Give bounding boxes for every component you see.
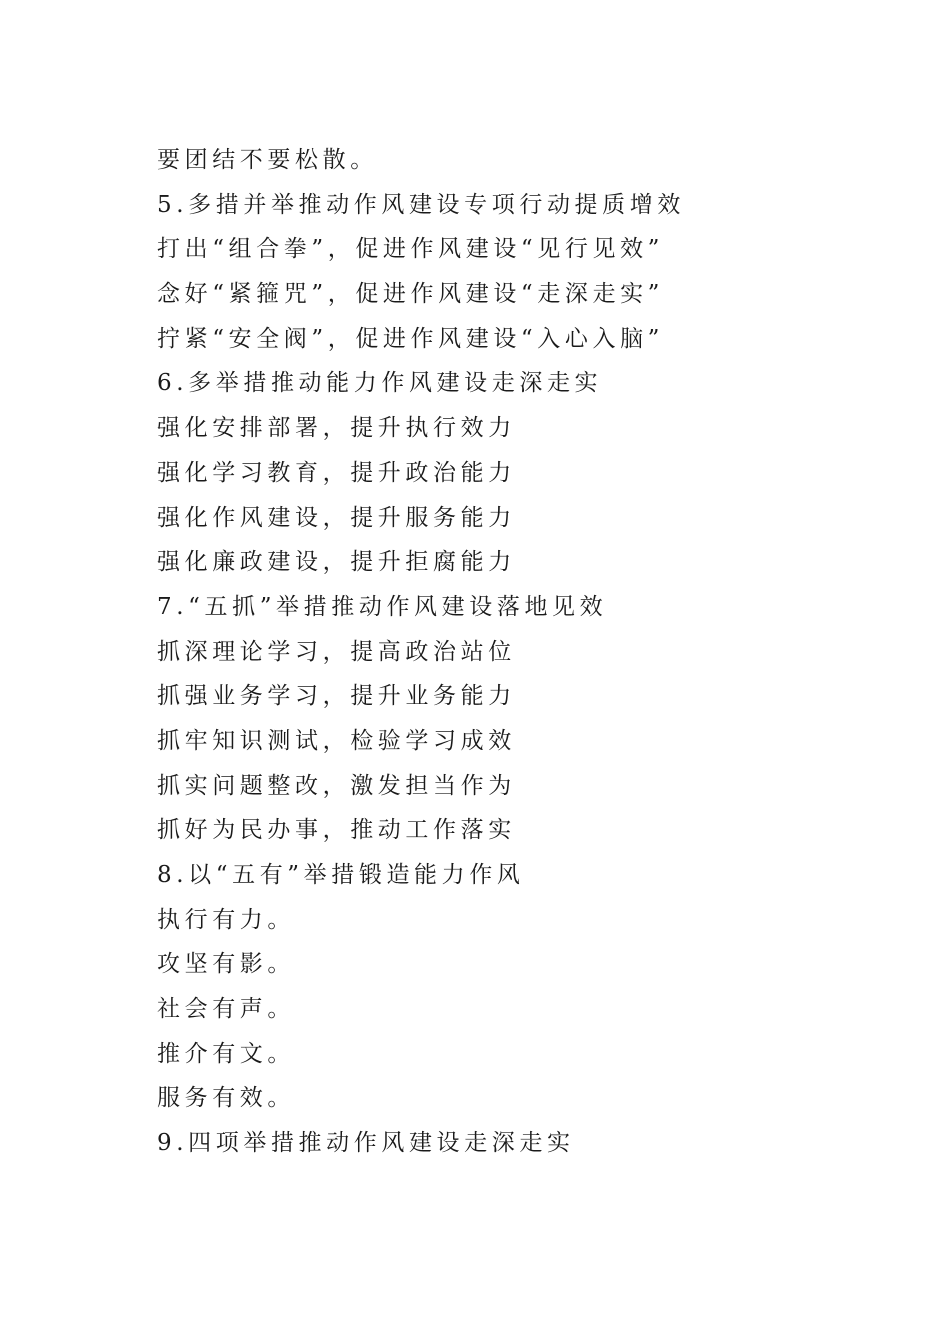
section-heading-8: 8.以“五有”举措锻造能力作风 bbox=[157, 862, 525, 888]
text-line: 服务有效。 bbox=[157, 1085, 295, 1112]
text-line: 强化安排部署，提升执行效力 bbox=[157, 415, 516, 442]
text-line: 抓强业务学习，提升业务能力 bbox=[157, 683, 516, 710]
text-line: 推介有文。 bbox=[157, 1040, 295, 1067]
text-line: 抓好为民办事，推动工作落实 bbox=[157, 817, 516, 844]
text-line: 打出“组合拳”，促进作风建设“见行见效” bbox=[157, 236, 665, 263]
document-body bbox=[157, 138, 685, 1166]
text-line: 念好“紧箍咒”，促进作风建设“走深走实” bbox=[157, 281, 665, 308]
text-line: 强化学习教育，提升政治能力 bbox=[157, 459, 516, 486]
text-line: 抓牢知识测试，检验学习成效 bbox=[157, 727, 516, 754]
text-line: 强化廉政建设，提升拒腐能力 bbox=[157, 549, 516, 576]
section-heading-7: 7.“五抓”举措推动作风建设落地见效 bbox=[157, 593, 608, 620]
text-line: 要团结不要松散。 bbox=[157, 147, 378, 173]
text-line: 强化作风建设，提升服务能力 bbox=[157, 504, 516, 531]
text-line: 攻坚有影。 bbox=[157, 951, 295, 978]
section-heading-5: 5.多措并举推动作风建设专项行动提质增效 bbox=[157, 191, 685, 218]
text-line: 拧紧“安全阀”，促进作风建设“入心入脑” bbox=[157, 325, 665, 352]
text-line: 社会有声。 bbox=[157, 996, 295, 1023]
section-heading-9: 9.四项举措推动作风建设走深走实 bbox=[157, 1130, 575, 1157]
text-line: 抓深理论学习，提高政治站位 bbox=[157, 638, 516, 665]
text-line: 执行有力。 bbox=[157, 906, 295, 933]
text-line: 抓实问题整改，激发担当作为 bbox=[157, 772, 516, 799]
section-heading-6: 6.多举措推动能力作风建设走深走实 bbox=[157, 370, 603, 397]
